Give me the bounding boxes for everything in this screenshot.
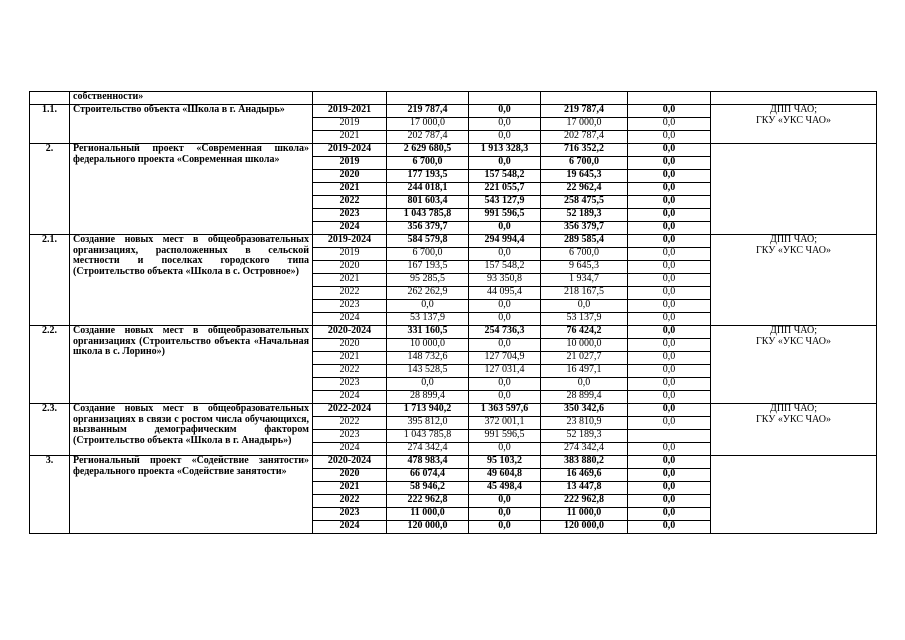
local-budget-cell: 0,0 <box>628 482 711 495</box>
period-cell: 2023 <box>313 209 387 222</box>
regional-budget-cell: 21 027,7 <box>541 352 628 365</box>
item-description-cell: Региональный проект «Современная школа» федерального проекта «Современная школа» <box>70 144 313 235</box>
federal-budget-cell: 991 596,5 <box>469 209 541 222</box>
total-cell: 10 000,0 <box>387 339 469 352</box>
period-cell: 2020 <box>313 261 387 274</box>
regional-budget-cell: 23 810,9 <box>541 417 628 430</box>
responsible-line: ДПП ЧАО; <box>770 104 817 115</box>
total-cell: 66 074,4 <box>387 469 469 482</box>
period-cell: 2022 <box>313 417 387 430</box>
period-cell: 2021 <box>313 274 387 287</box>
table-row <box>30 326 877 339</box>
item-number-cell: 1.1. <box>30 105 70 144</box>
period-cell: 2023 <box>313 300 387 313</box>
local-budget-cell: 0,0 <box>628 157 711 170</box>
period-cell: 2021 <box>313 482 387 495</box>
federal-budget-cell: 1 363 597,6 <box>469 404 541 417</box>
total-cell: 95 285,5 <box>387 274 469 287</box>
local-budget-cell: 0,0 <box>628 365 711 378</box>
period-cell: 2022 <box>313 196 387 209</box>
period-cell: 2019-2021 <box>313 105 387 118</box>
responsible-line: ГКУ «УКС ЧАО» <box>756 413 831 425</box>
total-cell: 584 579,8 <box>387 235 469 248</box>
federal-budget-cell: 0,0 <box>469 508 541 521</box>
local-budget-cell: 0,0 <box>628 326 711 339</box>
federal-budget-cell: 0,0 <box>469 339 541 352</box>
federal-budget-cell: 221 055,7 <box>469 183 541 196</box>
responsible-cell <box>711 144 877 235</box>
period-cell: 2022 <box>313 287 387 300</box>
federal-budget-cell: 157 548,2 <box>469 170 541 183</box>
local-budget-cell: 0,0 <box>628 508 711 521</box>
local-budget-cell: 0,0 <box>628 300 711 313</box>
period-cell: 2021 <box>313 131 387 144</box>
responsible-line: ДПП ЧАО; <box>770 403 817 414</box>
period-cell: 2019 <box>313 157 387 170</box>
total-cell: 17 000,0 <box>387 118 469 131</box>
period-cell: 2020 <box>313 170 387 183</box>
item-description-cell: Строительство объекта «Школа в г. Анадырь» <box>70 105 313 144</box>
item-number-cell: 2.3. <box>30 404 70 456</box>
period-cell: 2021 <box>313 183 387 196</box>
total-cell: 53 137,9 <box>387 313 469 326</box>
local-budget-cell: 0,0 <box>628 118 711 131</box>
regional-budget-cell: 16 497,1 <box>541 365 628 378</box>
item-description-cell: Создание новых мест в общеобразовательных организациях (Строительство объекта «Начальная школа в с. Лорино») <box>70 326 313 404</box>
table-row <box>30 404 877 417</box>
period-cell: 2019-2024 <box>313 144 387 157</box>
responsible-line: ДПП ЧАО; <box>770 325 817 336</box>
local-budget-cell: 0,0 <box>628 287 711 300</box>
period-cell: 2024 <box>313 222 387 235</box>
local-budget-cell: 0,0 <box>628 313 711 326</box>
federal-budget-cell: 93 350,8 <box>469 274 541 287</box>
regional-budget-cell: 6 700,0 <box>541 248 628 261</box>
total-cell: 274 342,4 <box>387 443 469 456</box>
regional-budget-cell: 17 000,0 <box>541 118 628 131</box>
local-budget-cell: 0,0 <box>628 404 711 417</box>
total-cell: 395 812,0 <box>387 417 469 430</box>
period-cell: 2024 <box>313 391 387 404</box>
federal-budget-cell: 1 913 328,3 <box>469 144 541 157</box>
local-budget-cell: 0,0 <box>628 391 711 404</box>
period-cell: 2022 <box>313 495 387 508</box>
federal-budget-cell: 45 498,4 <box>469 482 541 495</box>
regional-budget-cell: 16 469,6 <box>541 469 628 482</box>
total-cell: 2 629 680,5 <box>387 144 469 157</box>
regional-budget-cell: 222 962,8 <box>541 495 628 508</box>
regional-budget-cell: 52 189,3 <box>541 430 628 443</box>
total-cell: 1 713 940,2 <box>387 404 469 417</box>
responsible-line: ГКУ «УКС ЧАО» <box>756 335 831 347</box>
total-cell: 167 193,5 <box>387 261 469 274</box>
federal-budget-cell: 0,0 <box>469 131 541 144</box>
total-cell: 356 379,7 <box>387 222 469 235</box>
responsible-line: ГКУ «УКС ЧАО» <box>756 114 831 126</box>
total-cell: 331 160,5 <box>387 326 469 339</box>
period-cell: 2019-2024 <box>313 235 387 248</box>
responsible-line: ГКУ «УКС ЧАО» <box>756 244 831 256</box>
period-cell: 2023 <box>313 508 387 521</box>
total-cell: 143 528,5 <box>387 365 469 378</box>
total-cell: 1 043 785,8 <box>387 209 469 222</box>
period-cell: 2019 <box>313 118 387 131</box>
responsible-line: ДПП ЧАО; <box>770 234 817 245</box>
table-row <box>30 235 877 248</box>
federal-budget-cell: 0,0 <box>469 443 541 456</box>
regional-budget-cell: 6 700,0 <box>541 157 628 170</box>
federal-budget-cell: 0,0 <box>469 157 541 170</box>
total-cell: 244 018,1 <box>387 183 469 196</box>
table-row <box>30 105 877 118</box>
local-budget-cell: 0,0 <box>628 274 711 287</box>
table-body <box>30 92 877 534</box>
regional-budget-cell: 19 645,3 <box>541 170 628 183</box>
item-description-cell: Региональный проект «Содействие занятости» федерального проекта «Содействие занятости» <box>70 456 313 534</box>
total-cell: 0,0 <box>387 378 469 391</box>
federal-budget-cell: 44 095,4 <box>469 287 541 300</box>
period-cell: 2022 <box>313 365 387 378</box>
regional-budget-cell: 76 424,2 <box>541 326 628 339</box>
federal-budget-cell: 0,0 <box>469 222 541 235</box>
local-budget-cell: 0,0 <box>628 443 711 456</box>
local-budget-cell: 0,0 <box>628 131 711 144</box>
regional-budget-cell: 52 189,3 <box>541 209 628 222</box>
item-number-cell: 2.1. <box>30 235 70 326</box>
federal-budget-cell: 991 596,5 <box>469 430 541 443</box>
cont-number-cell <box>30 92 70 105</box>
total-cell: 28 899,4 <box>387 391 469 404</box>
total-cell: 1 043 785,8 <box>387 430 469 443</box>
regional-budget-cell: 1 934,7 <box>541 274 628 287</box>
local-budget-cell: 0,0 <box>628 339 711 352</box>
local-budget-cell: 0,0 <box>628 248 711 261</box>
local-budget-cell: 0,0 <box>628 170 711 183</box>
local-budget-cell: 0,0 <box>628 352 711 365</box>
cont-empty-cell <box>541 92 628 105</box>
regional-budget-cell: 0,0 <box>541 378 628 391</box>
federal-budget-cell: 0,0 <box>469 118 541 131</box>
regional-budget-cell: 9 645,3 <box>541 261 628 274</box>
period-cell: 2021 <box>313 352 387 365</box>
total-cell: 11 000,0 <box>387 508 469 521</box>
responsible-cell <box>711 326 877 404</box>
federal-budget-cell: 543 127,9 <box>469 196 541 209</box>
federal-budget-cell: 0,0 <box>469 313 541 326</box>
total-cell: 801 603,4 <box>387 196 469 209</box>
regional-budget-cell: 120 000,0 <box>541 521 628 534</box>
item-description-cell: Создание новых мест в общеобразовательных организациях в связи с ростом числа обучающихся, вызванным демографическим фактором (Строительство объекта «Школа в г. Анадырь») <box>70 404 313 456</box>
local-budget-cell: 0,0 <box>628 196 711 209</box>
federal-budget-cell: 0,0 <box>469 378 541 391</box>
federal-budget-cell: 254 736,3 <box>469 326 541 339</box>
local-budget-cell: 0,0 <box>628 105 711 118</box>
total-cell: 148 732,6 <box>387 352 469 365</box>
period-cell: 2020-2024 <box>313 326 387 339</box>
total-cell: 202 787,4 <box>387 131 469 144</box>
total-cell: 58 946,2 <box>387 482 469 495</box>
regional-budget-cell: 202 787,4 <box>541 131 628 144</box>
period-cell: 2024 <box>313 313 387 326</box>
local-budget-cell: 0,0 <box>628 417 711 430</box>
cont-empty-cell <box>628 92 711 105</box>
regional-budget-cell: 383 880,2 <box>541 456 628 469</box>
table-row <box>30 144 877 157</box>
table-row <box>30 456 877 469</box>
regional-budget-cell: 13 447,8 <box>541 482 628 495</box>
local-budget-cell: 0,0 <box>628 235 711 248</box>
period-cell: 2022-2024 <box>313 404 387 417</box>
cont-empty-cell <box>313 92 387 105</box>
federal-budget-cell: 95 103,2 <box>469 456 541 469</box>
local-budget-cell: 0,0 <box>628 144 711 157</box>
federal-budget-cell: 127 704,9 <box>469 352 541 365</box>
regional-budget-cell: 218 167,5 <box>541 287 628 300</box>
local-budget-cell: 0,0 <box>628 209 711 222</box>
cont-description-cell: собственности» <box>70 92 313 105</box>
item-description-cell: Создание новых мест в общеобразовательных организациях, расположенных в сельской местности и поселках городского типа (Строительство объекта «Школа в с. Островное») <box>70 235 313 326</box>
federal-budget-cell: 0,0 <box>469 248 541 261</box>
cont-empty-cell <box>711 92 877 105</box>
responsible-cell <box>711 235 877 326</box>
regional-budget-cell: 22 962,4 <box>541 183 628 196</box>
regional-budget-cell: 11 000,0 <box>541 508 628 521</box>
federal-budget-cell: 157 548,2 <box>469 261 541 274</box>
cont-empty-cell <box>387 92 469 105</box>
total-cell: 478 983,4 <box>387 456 469 469</box>
period-cell: 2023 <box>313 430 387 443</box>
responsible-cell <box>711 456 877 534</box>
local-budget-cell: 0,0 <box>628 456 711 469</box>
regional-budget-cell: 350 342,6 <box>541 404 628 417</box>
federal-budget-cell: 0,0 <box>469 495 541 508</box>
local-budget-cell: 0,0 <box>628 222 711 235</box>
period-cell: 2020 <box>313 339 387 352</box>
budget-table <box>29 91 877 534</box>
total-cell: 6 700,0 <box>387 157 469 170</box>
federal-budget-cell: 0,0 <box>469 391 541 404</box>
regional-budget-cell: 274 342,4 <box>541 443 628 456</box>
regional-budget-cell: 10 000,0 <box>541 339 628 352</box>
local-budget-cell: 0,0 <box>628 183 711 196</box>
federal-budget-cell: 49 604,8 <box>469 469 541 482</box>
federal-budget-cell: 127 031,4 <box>469 365 541 378</box>
regional-budget-cell: 356 379,7 <box>541 222 628 235</box>
period-cell: 2020 <box>313 469 387 482</box>
local-budget-cell: 0,0 <box>628 378 711 391</box>
local-budget-cell: 0,0 <box>628 261 711 274</box>
regional-budget-cell: 53 137,9 <box>541 313 628 326</box>
total-cell: 177 193,5 <box>387 170 469 183</box>
period-cell: 2019 <box>313 248 387 261</box>
federal-budget-cell: 0,0 <box>469 105 541 118</box>
item-number-cell: 3. <box>30 456 70 534</box>
federal-budget-cell: 294 994,4 <box>469 235 541 248</box>
period-cell: 2023 <box>313 378 387 391</box>
item-number-cell: 2. <box>30 144 70 235</box>
total-cell: 219 787,4 <box>387 105 469 118</box>
federal-budget-cell: 0,0 <box>469 300 541 313</box>
total-cell: 222 962,8 <box>387 495 469 508</box>
regional-budget-cell: 219 787,4 <box>541 105 628 118</box>
responsible-cell <box>711 404 877 456</box>
local-budget-cell: 0,0 <box>628 521 711 534</box>
federal-budget-cell: 372 001,1 <box>469 417 541 430</box>
local-budget-cell <box>628 430 711 443</box>
continuation-row <box>30 92 877 105</box>
regional-budget-cell: 716 352,2 <box>541 144 628 157</box>
total-cell: 120 000,0 <box>387 521 469 534</box>
period-cell: 2024 <box>313 443 387 456</box>
total-cell: 262 262,9 <box>387 287 469 300</box>
regional-budget-cell: 28 899,4 <box>541 391 628 404</box>
cont-empty-cell <box>469 92 541 105</box>
period-cell: 2020-2024 <box>313 456 387 469</box>
regional-budget-cell: 258 475,5 <box>541 196 628 209</box>
local-budget-cell: 0,0 <box>628 495 711 508</box>
period-cell: 2024 <box>313 521 387 534</box>
federal-budget-cell: 0,0 <box>469 521 541 534</box>
local-budget-cell: 0,0 <box>628 469 711 482</box>
item-number-cell: 2.2. <box>30 326 70 404</box>
regional-budget-cell: 289 585,4 <box>541 235 628 248</box>
total-cell: 0,0 <box>387 300 469 313</box>
total-cell: 6 700,0 <box>387 248 469 261</box>
responsible-cell <box>711 105 877 144</box>
regional-budget-cell: 0,0 <box>541 300 628 313</box>
